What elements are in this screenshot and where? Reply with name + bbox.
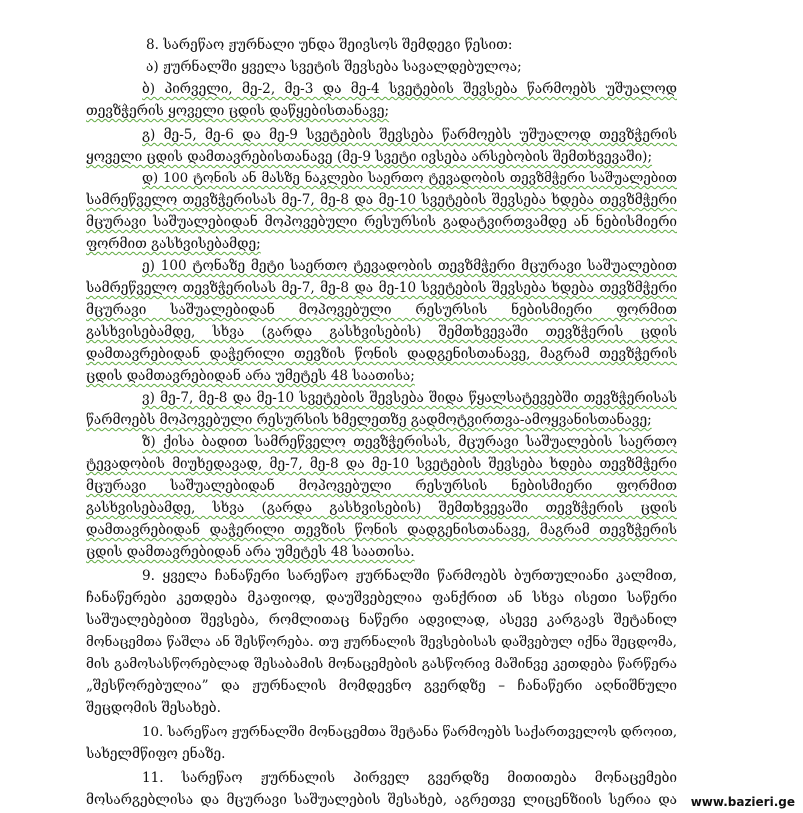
line-item8-a: ა) ჟურნალში ყველა სვეტის შევსება სავალდებულოა; <box>146 59 522 75</box>
line-item9-5: მის გამოსასწორებლად შესაბამის მონაცემების გასწორივ მაშინვე კეთდება წარწერა <box>86 657 677 672</box>
line-item8-v-2: წარმოებს მოპოვებული რესურსის ხმელეთზე გადმოტვირთვა-ამოყვანისთანავე; <box>86 412 652 428</box>
line-item8-e-5: დამთავრებიდან დაჭერილი თევზის წონის დადგენისთანავე, მაგრამ თევზჭერის <box>86 346 677 362</box>
line-item8-z-1: ზ) ქისა ბადით სამრეწველო თევზჭერისას, მცურავი საშუალების საერთო <box>142 434 677 450</box>
line-item8-e-3: მცურავი საშუალებიდან მოპოვებული რესურსის ნებისმიერი ფორმით <box>86 302 677 318</box>
line-item8-z-6: ცდის დამთავრებიდან არა უმეტეს 48 საათისა. <box>86 544 415 560</box>
line-item8-e-6: ცდის დამთავრებიდან არა უმეტეს 48 საათისა; <box>86 368 415 384</box>
line-item11-2: მოსარგებლისა და მცურავი საშუალების შესახებ, აგრეთვე ლიცენზიის სერია და <box>86 792 677 808</box>
line-item8-b-1: ბ) პირველი, მე-2, მე-3 და მე-4 სვეტების შევსება წარმოებს უშუალოდ <box>142 81 677 97</box>
line-item9-3: საშუალებებით შევსება, რომლითაც ნაწერი ადვილად, ასევე კარგავს შეტანილ <box>86 612 677 628</box>
line-item8-b-2: თევზჭერის ყოველი ცდის დაწყებისთანავე; <box>86 103 390 119</box>
line-item11-1: 11. სარეწაო ჟურნალის პირველ გვერდზე მითითება მონაცემები <box>142 770 677 786</box>
line-item8-z-2: ტევადობის მიუხედავად, მე-7, მე-8 და მე-10 სვეტების შევსება ხდება თევზმჭერი <box>86 456 677 472</box>
line-item9-7: შეცდომის შესახებ. <box>86 700 221 716</box>
line-item8-e-1: ე) 100 ტონაზე მეტი საერთო ტევადობის თევზმჭერი მცურავი საშუალებით <box>142 258 677 274</box>
line-item9-1: 9. ყველა ჩანაწერი სარეწაო ჟურნალში წარმოებს ბურთულიანი კალმით, <box>142 568 677 584</box>
line-item8-z-4: გასხვისებამდე, სხვა (გარდა გასხვისების) შემთხვევაში თევზჭერის ცდის <box>86 500 677 516</box>
line-item8-v-1: ვ) მე-7, მე-8 და მე-10 სვეტების შევსება შიდა წყალსატევებში თევზჭერისას <box>142 390 677 406</box>
line-item10-2: სახელმწიფო ენაზე. <box>86 746 226 762</box>
line-item8-g-1: გ) მე-5, მე-6 და მე-9 სვეტების შევსება წარმოებს უშუალოდ თევზჭერის <box>142 127 677 143</box>
line-item8-d-4: ფორმით გასხვისებამდე; <box>86 236 261 252</box>
line-item10-1: 10. სარეწაო ჟურნალში მონაცემთა შეტანა წარმოებს საქართველოს დროით, <box>142 725 677 740</box>
watermark: www.bazieri.ge <box>690 795 795 809</box>
line-item8-heading: 8. სარეწაო ჟურნალი უნდა შეივსოს შემდეგი წესით: <box>146 37 513 53</box>
line-item8-d-1: დ) 100 ტონის ან მასზე ნაკლები საერთო ტევადობის თევზმჭერი საშუალებით <box>142 171 677 186</box>
line-item8-g-2: ყოველი ცდის დამთავრებისთანავე (მე-9 სვეტი ივსება არსებობის შემთხვევაში); <box>86 149 653 165</box>
line-item9-4: მონაცემთა წაშლა ან შესწორება. თუ ჟურნალის შევსებისას დაშვებულ იქნა შეცდომა, <box>86 635 677 650</box>
line-item8-z-3: მცურავი საშუალებიდან მოპოვებული რესურსის ნებისმიერი ფორმით <box>86 478 677 494</box>
line-item9-6: „შესწორებულია” და ჟურნალის მომდევნო გვერდზე – ჩანაწერი აღნიშნული <box>86 678 677 694</box>
line-item8-e-2: სამრეწველო თევზჭერისას მე-7, მე-8 და მე-10 სვეტების შევსება ხდება თევზმჭერი <box>86 280 677 296</box>
line-item9-2: ჩანაწერები კეთდება მკაფიოდ, დაუშვებელია ფანქრით ან სხვა ისეთი საწერი <box>86 590 677 606</box>
line-item8-e-4: გასხვისებამდე, სხვა (გარდა გასხვისების) შემთხვევაში თევზჭერის ცდის <box>86 324 677 340</box>
line-item8-d-2: სამრეწველო თევზჭერისას მე-7, მე-8 და მე-10 სვეტების შევსება ხდება თევზმჭერი <box>86 192 677 208</box>
line-item8-d-3: მცურავი საშუალებიდან მოპოვებული რესურსის გადატვირთვამდე ან ნებისმიერი <box>86 214 677 230</box>
line-item8-z-5: დამთავრებიდან დაჭერილი თევზის წონის დადგენისთანავე, მაგრამ თევზჭერის <box>86 522 677 538</box>
